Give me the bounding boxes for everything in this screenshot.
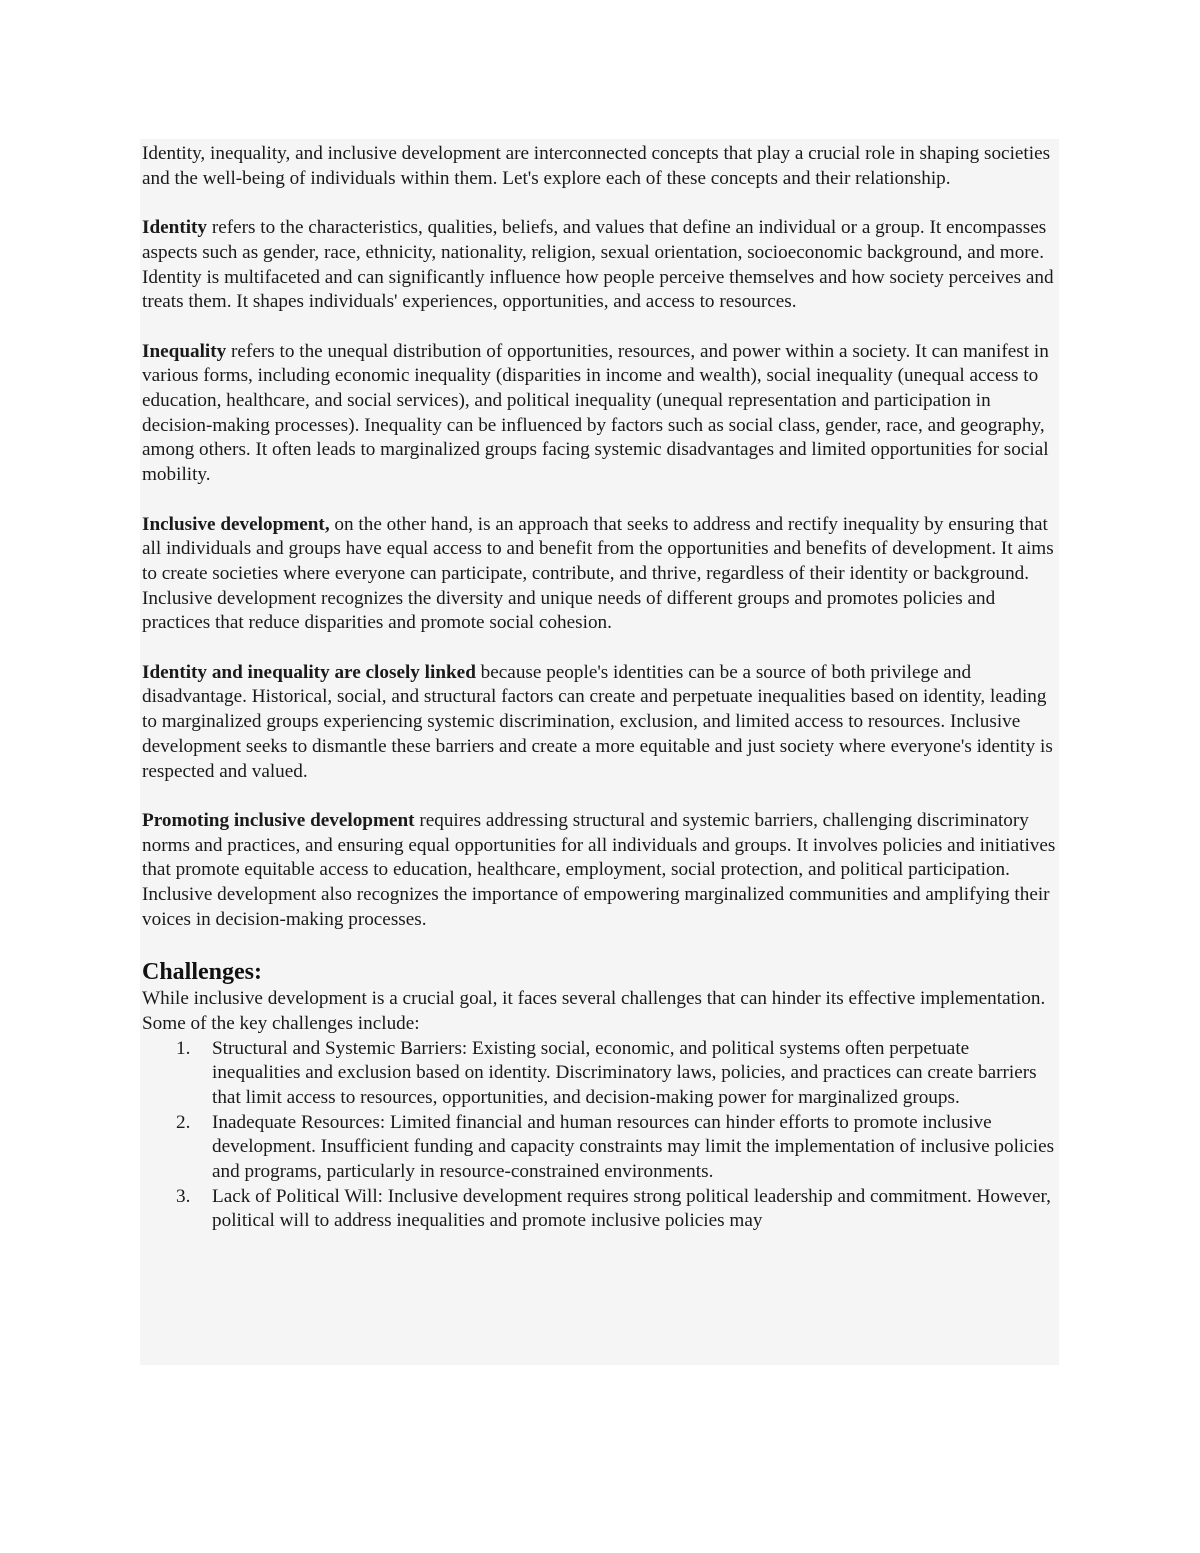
promoting-paragraph (142, 809, 1060, 933)
promoting-term: Promoting inclusive development (142, 809, 415, 831)
identity-definition: refers to the characteristics, qualities, beliefs, and values that define an individual or a group. It encompasses aspects such as gender, race, ethnicity, nationality, religion, sexual orientation, socioeconomic background, and more. Identity is multifaceted and can significantly influence how people perceive themselves and how society perceives and treats them. It shapes individuals' experiences, opportunities, and access to resources. (142, 217, 1054, 313)
list-item (142, 1037, 1060, 1111)
document-body (142, 142, 1060, 1234)
list-item (142, 1185, 1060, 1234)
list-item-text: Lack of Political Will: Inclusive development requires strong political leadership and commitment. However, political will to address inequalities and promote inclusive policies may (212, 1185, 1051, 1232)
identity-paragraph (142, 216, 1060, 315)
inequality-term: Inequality (142, 340, 227, 362)
intro-paragraph: Identity, inequality, and inclusive development are interconnected concepts that play a crucial role in shaping societies and the well-being of individuals within them. Let's explore each of these concepts and their relationship. (142, 143, 1051, 189)
challenges-intro: While inclusive development is a crucial goal, it faces several challenges that can hinder its effective implementation. Some of the key challenges include: (142, 988, 1046, 1034)
list-item (142, 1111, 1060, 1185)
inequality-paragraph (142, 340, 1060, 488)
inequality-definition: refers to the unequal distribution of opportunities, resources, and power within a society. It can manifest in various forms, including economic inequality (disparities in income and wealth), social inequality (unequal access to education, healthcare, and social services), and political inequality (unequal representation and participation in decision-making processes). Inequality can be influenced by factors such as social class, gender, race, and geography, among others. It often leads to marginalized groups facing systemic disadvantages and limited opportunities for social mobility. (142, 340, 1049, 486)
list-item-number: 2. (176, 1111, 191, 1133)
identity-inequality-link-paragraph (142, 661, 1060, 785)
identity-inequality-link-term: Identity and inequality are closely linked (142, 661, 476, 683)
challenges-list (142, 1037, 1060, 1235)
inclusive-development-definition: on the other hand, is an approach that seeks to address and rectify inequality by ensuring that all individuals and groups have equal access to and benefit from the opportunities and benefits of development. It aims to create societies where everyone can participate, contribute, and thrive, regardless of their identity or background. Inclusive development recognizes the diversity and unique needs of different groups and promotes policies and practices that reduce disparities and promote social cohesion. (142, 513, 1054, 634)
identity-inequality-link-text: because people's identities can be a source of both privilege and disadvantage. Historical, social, and structural factors can create and perpetuate inequalities based on identity, leading to marginalized groups experiencing systemic discrimination, exclusion, and limited access to resources. Inclusive development seeks to dismantle these barriers and create a more equitable and just society where everyone's identity is respected and valued. (142, 661, 1053, 782)
inclusive-development-term: Inclusive development, (142, 513, 330, 535)
identity-term: Identity (142, 217, 208, 239)
list-item-text: Inadequate Resources: Limited financial and human resources can hinder efforts to promote inclusive development. Insufficient funding and capacity constraints may limit the implementation of inclusive policies and programs, particularly in resource-constrained environments. (212, 1111, 1055, 1183)
list-item-text: Structural and Systemic Barriers: Existing social, economic, and political systems often perpetuate inequalities and exclusion based on identity. Discriminatory laws, policies, and practices can create barriers that limit access to resources, opportunities, and decision-making power for marginalized groups. (212, 1037, 1037, 1108)
list-item-number: 1. (176, 1037, 191, 1059)
inclusive-development-paragraph (142, 513, 1060, 637)
promoting-text: requires addressing structural and systemic barriers, challenging discriminatory norms and practices, and ensuring equal opportunities for all individuals and groups. It involves policies and initiatives that promote equitable access to education, healthcare, employment, social protection, and political participation. Inclusive development also recognizes the importance of empowering marginalized communities and amplifying their voices in decision-making processes. (142, 809, 1056, 930)
challenges-heading: Challenges: (142, 959, 262, 986)
list-item-number: 3. (176, 1185, 191, 1207)
